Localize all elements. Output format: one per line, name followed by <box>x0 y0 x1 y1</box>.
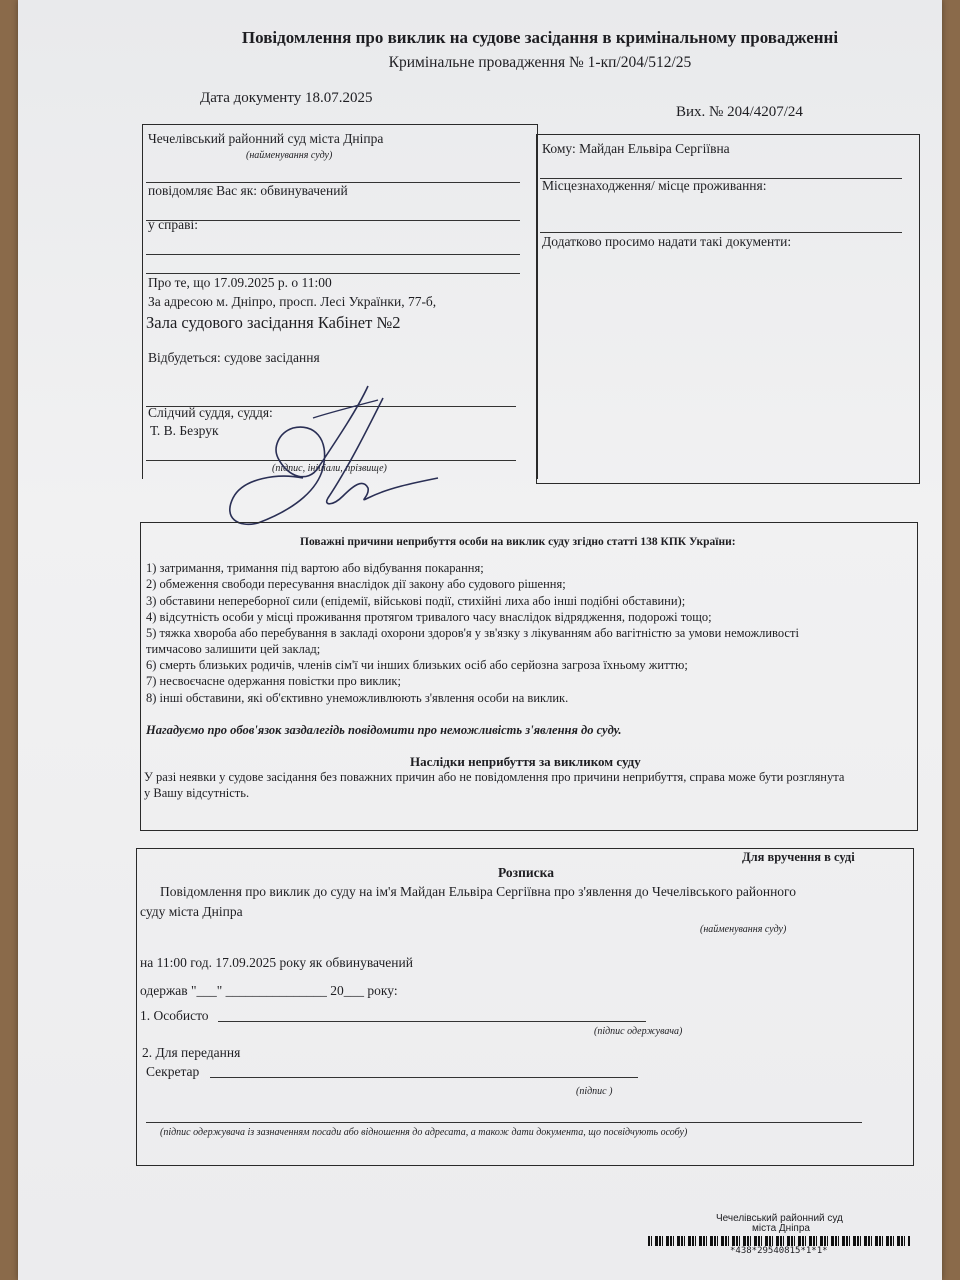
personally-label: 1. Особисто <box>140 1008 209 1023</box>
divider <box>146 254 520 255</box>
proceeding-number: Кримінальне провадження № 1-кп/204/512/25 <box>388 54 692 71</box>
reason-item: 7) несвоєчасне одержання повістки про виклик; <box>146 674 401 688</box>
hearing-type: Відбудеться: судове засідання <box>148 350 320 365</box>
reason-item: тимчасово залишити цей заклад; <box>146 642 321 656</box>
consequences-text: у Вашу відсутність. <box>144 786 250 800</box>
divider <box>540 232 902 233</box>
in-case-label: у справі: <box>148 217 198 232</box>
reason-item: 1) затримання, тримання під вартою або відбування покарання; <box>146 561 484 575</box>
judge-name: Т. В. Безрук <box>150 423 219 438</box>
secretary-sign-caption: (підпис ) <box>576 1086 613 1097</box>
divider <box>146 1122 862 1123</box>
location-label: Місцезнаходження/ місце проживання: <box>542 178 767 193</box>
outgoing-number: Вих. № 204/4207/24 <box>676 104 803 120</box>
receipt-text: суду міста Дніпра <box>140 904 243 919</box>
court-name-caption: (найменування суду) <box>700 924 787 935</box>
receipt-text: Повідомлення про виклик до суду на ім'я Майдан Ельвіра Сергіївна про з'явлення до Чечелівського районного <box>160 884 797 899</box>
secretary-signature-line <box>210 1077 638 1078</box>
reason-item: 4) відсутність особи у місці проживання протягом тривалого часу внаслідок відрядження, подорожі тощо; <box>146 610 712 624</box>
footer-court: Чечелівський районний суд <box>716 1213 843 1224</box>
divider <box>146 273 520 274</box>
notifies-as: повідомляє Вас як: обвинувачений <box>148 183 348 198</box>
receipt-title: Розписка <box>498 865 554 880</box>
document-title: Повідомлення про виклик на судове засідання в кримінальному провадженні <box>241 28 839 47</box>
hearing-room: Зала судового засідання Кабінет №2 <box>146 313 401 332</box>
judge-label: Слідчий суддя, суддя: <box>148 405 273 420</box>
receipt-footnote: (підпис одержувача із зазначенням посади або відношення до адресата, а також дати документа, що посвідчують особу) <box>160 1127 688 1138</box>
footer-court: міста Дніпра <box>752 1223 810 1234</box>
court-name: Чечелівський районний суд міста Дніпра <box>148 131 384 146</box>
reason-item: 6) смерть близьких родичів, членів сім'ї чи інших близьких осіб або серйозна загроза їхньому життю; <box>146 658 688 672</box>
reason-item: 3) обставини непереборної сили (епідемії, військові події, стихійні лиха або інші подібні обставини); <box>146 594 686 608</box>
for-court-label: Для вручення в суді <box>742 850 855 864</box>
consequences-text: У разі неявки у судове засідання без поважних причин або не повідомлення про причини неприбуття, справа може бути розглянута <box>144 770 845 784</box>
divider <box>146 220 520 221</box>
reasons-heading: Поважні причини неприбуття особи на виклик суду згідно статті 138 КПК України: <box>300 536 736 548</box>
reason-item: 8) інші обставини, які об'єктивно унеможливлюють з'явлення особи на виклик. <box>146 691 569 705</box>
document-date: Дата документу 18.07.2025 <box>200 90 373 106</box>
received-date-field: одержав "___" _______________ 20___ року: <box>140 983 398 998</box>
barcode-number: *438*29540815*1*1* <box>730 1246 828 1256</box>
recipient-name: Кому: Майдан Ельвіра Сергіївна <box>542 141 730 156</box>
judge-signature <box>218 378 448 538</box>
hearing-datetime: Про те, що 17.09.2025 р. о 11:00 <box>148 275 332 290</box>
secretary-label: Секретар <box>146 1064 200 1079</box>
reason-item: 5) тяжка хвороба або перебування в закладі охорони здоров'я у зв'язку з лікуванням або вагітністю за умови неможливості <box>146 626 799 640</box>
for-transfer-label: 2. Для передання <box>142 1045 241 1060</box>
reminder-text: Нагадуємо про обов'язок заздалегідь повідомити про неможливість з'явлення до суду. <box>146 723 622 737</box>
court-name-caption: (найменування суду) <box>246 150 333 161</box>
reason-item: 2) обмеження свободи пересування внаслідок дії закону або судового рішення; <box>146 577 566 591</box>
receipt-time: на 11:00 год. 17.09.2025 року як обвинувачений <box>140 955 413 970</box>
recipient-sign-caption: (підпис одержувача) <box>594 1026 683 1037</box>
barcode <box>648 1236 910 1246</box>
documents-label: Додатково просимо надати такі документи: <box>542 234 792 249</box>
signature-caption: (підпис, ініціали, прізвище) <box>272 463 387 474</box>
recipient-signature-line <box>218 1021 646 1022</box>
hearing-address: За адресою м. Дніпро, просп. Лесі Українки, 77-б, <box>148 294 437 309</box>
consequences-heading: Наслідки неприбуття за викликом суду <box>410 754 641 769</box>
